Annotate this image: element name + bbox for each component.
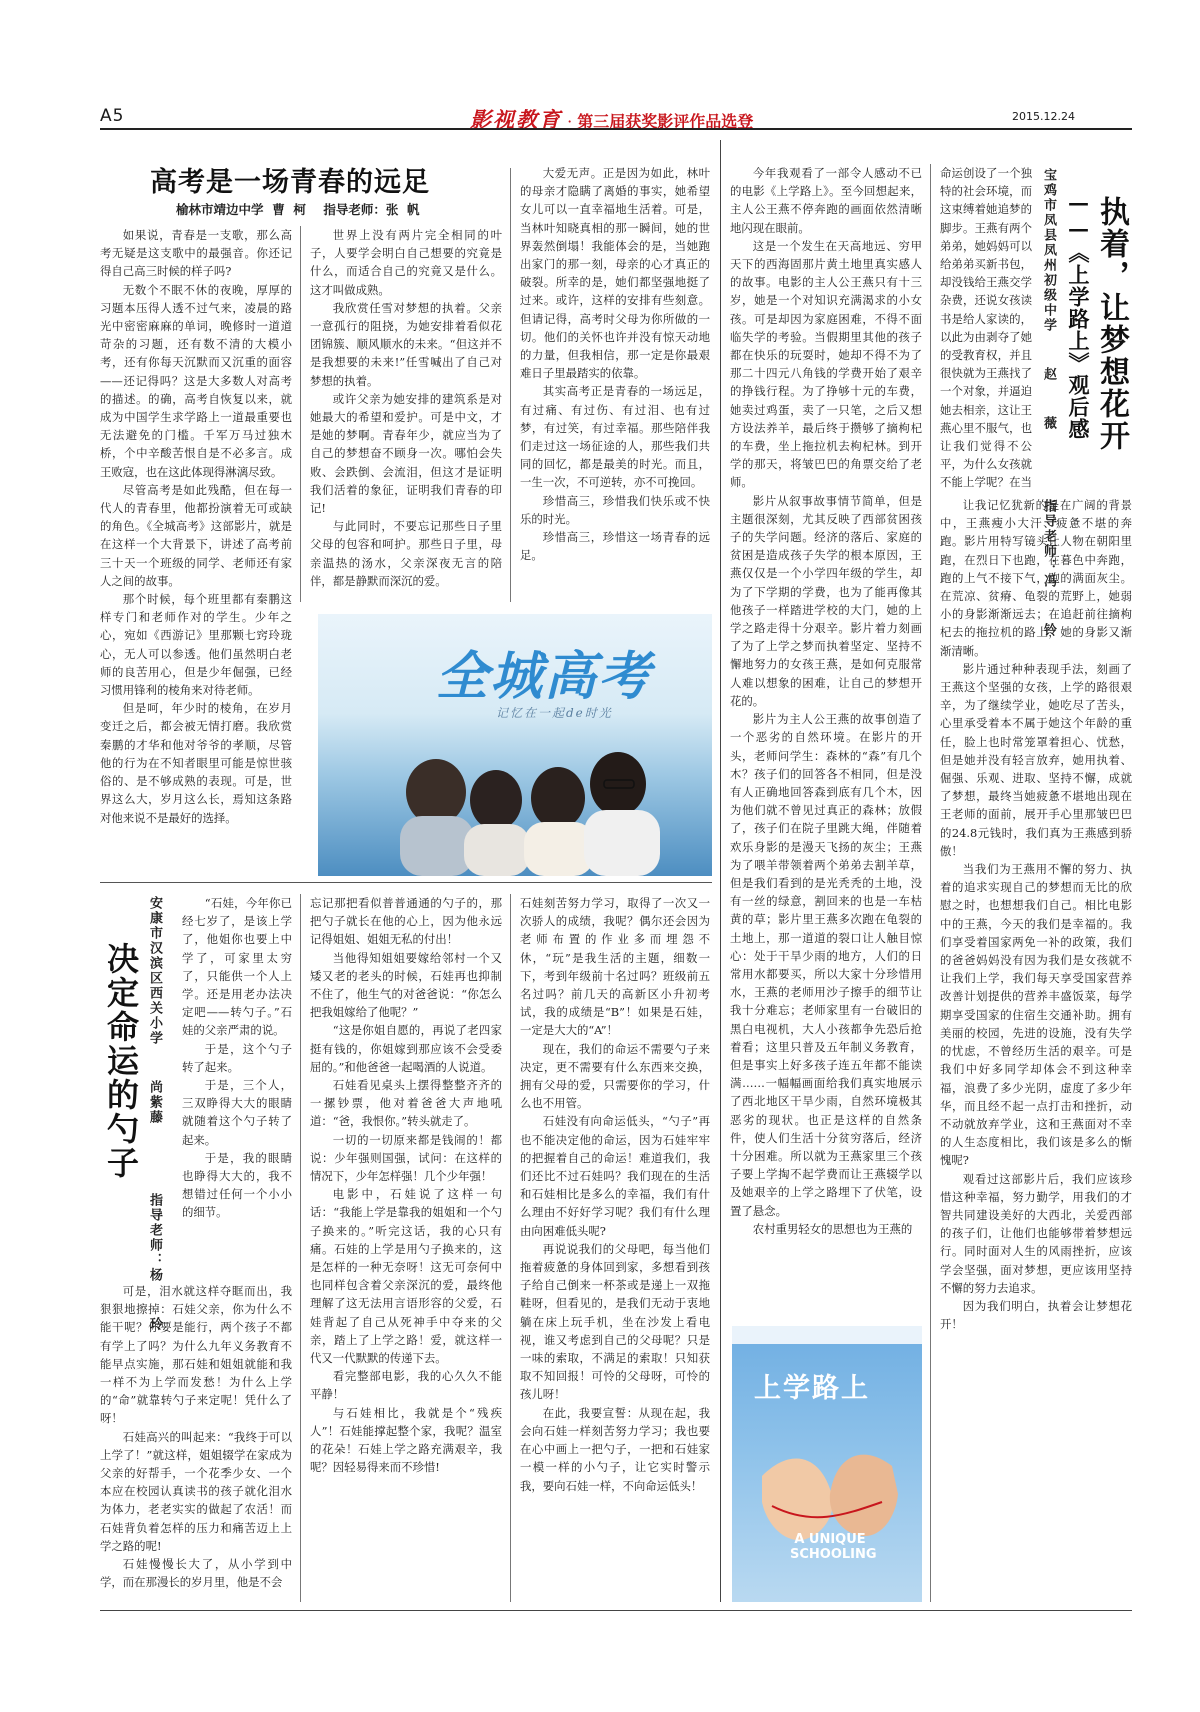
article3-column-3 [520,894,710,1602]
paragraph: 电影中，石娃说了这样一句话：“我能上学是靠我的姐姐和一个勺子换来的。”听完这话，我的心只有痛。石娃的上学是用勺子换来的，这是怎样的一种无奈呀！这无可奈何中也同样包含着父亲深沉的爱，最终他理解了这无法用言语形容的父爱，石娃背起了自己从死神手中夺来的父亲，踏上了上学之路！爱，就这样一代又一代默默的传递下去。 [310,1187,502,1366]
paragraph: 观看过这部影片后，我们应该珍惜这种幸福，努力勤学，用我们的才智共同建设美好的大西北，关爱西部的孩子们，让他们也能够带着梦想远行。同时面对人生的风雨挫折，应该学会坚强，面对梦想，更应该用坚持不懈的努力去追求。 [940,1171,1132,1295]
paragraph: 影片为主人公王燕的故事创造了一个恶劣的自然环境。在影片的开头，老师问学生：森林的“森”有几个木？孩子们的回答各不相同，但是没有人正确地回答森到底有几个木，因为他们就不曾见过真正的森林；放假了，孩子们在院子里跳大绳，伴随着欢乐身影的是漫天飞扬的灰尘；王燕为了喂羊带领着两个弟弟去割羊草，但是我们看到的是光秃秃的土地，没有一丝的绿意，割回来的也是一车枯黄的草；影片里王燕多次跑在龟裂的土地上，那一道道的裂口让人触目惊心：处于干旱少雨的地方，人们的日常用水都要买，所以大家十分珍惜用水，王燕的老师用沙子擦手的细节让我十分难忘；老师家里有一台破旧的黑白电视机，大人小孩都争先恐后抢着看；这里只普及五年制义务教育，但是事实上好多孩子连五年都不能读满……一幅幅画面给我们真实地展示了西北地区干旱少雨，自然环境极其恶劣的现状。也正是这样的自然条件，使人们生活十分贫穷落后，经济十分困难。所以就为王燕家里三个孩子要上学掏不起学费而让王燕辍学以及她艰辛的上学之路埋下了伏笔，设置了悬念。 [730,712,922,1218]
article2-column-2b [940,496,1132,1602]
students-photo [318,614,712,876]
paragraph: 于是，三个人，三双睁得大大的眼睛就随着这个勺子转了起来。 [182,1078,292,1147]
paragraph: 世界上没有两片完全相同的叶子，人要学会明白自己想要的究竟是什么，而适合自己的究竟又是什么。这才叫做成熟。 [310,228,502,297]
column-divider [510,894,511,1602]
masthead-dot: · [567,112,573,131]
hand [762,1459,833,1541]
header-rule [100,128,1132,130]
poster-title: 全城高考 [436,647,653,707]
shangxue-lushang-poster [732,1326,922,1602]
paragraph: 再说说我们的父母吧，每当他们拖着疲惫的身体回到家，多想看到孩子给自己倒来一杯茶或是递上一双拖鞋呀，但看见的，是我们无动于衷地躺在床上玩手机，坐在沙发上看电视，谁又考虑到自己的父母呢？只是一味的索取，不满足的索取！只知获取不知回报！可怜的父母呀，可怜的孩儿呀！ [520,1241,710,1402]
person [524,822,594,876]
paragraph: 石娃没有向命运低头，“勺子”再也不能决定他的命运，因为石娃牢牢的把握着自己的命运！难道我们，我们还比不过石娃吗？我们现在的生活和石娃相比是多么的幸福，我们有什么理由不好好学习呢？我们有什么理由向困难低头呢? [520,1114,710,1238]
paragraph: 影片从叙事故事情节简单，但是主题很深刻，尤其反映了西部贫困孩子的失学问题。经济的落后、家庭的贫困是造成孩子失学的根本原因，王燕仅仅是一个小学四年级的学生，却为了下学期的学费，也为了能再像其他孩子一样踏进学校的大门，她的上学之路走得十分艰辛。影片着力刻画了为了上学之梦而执着坚定、坚持不懈地努力的女孩王燕，是如何克服常人难以想象的困难，让自己的梦想开花的。 [730,493,922,708]
person [464,824,530,876]
paragraph: 石娃看见桌头上摆得整整齐齐的一摞钞票，他对着爸爸大声地吼道：“爸，我恨你。”转头就走了。 [310,1078,502,1129]
paragraph: 当我们为王燕用不懈的努力、执着的追求实现自己的梦想而无比的欣慰之时，也想想我们自己。相比电影中的王燕，今天的我们是幸福的。我们享受着国家两免一补的政策，我们的爸爸妈妈没有因为我们是女孩就不让我们上学，我们每天享受国家营养改善计划提供的营养丰盛饭菜，每学期享受国家的住宿生交通补助。拥有美丽的校园，先进的设施，没有失学的忧虑，不曾经历生活的艰辛。可是我们中好多同学却体会不到这种幸福，浪费了多少光阴，虚度了多少年华，而且经不起一点打击和挫折，动不动就放弃学业，这和王燕面对不幸的人生态度相比，我们该是多么的惭愧呢? [940,862,1132,1168]
paragraph: 那个时候，每个班里都有秦鹏这样专门和老师作对的学生。少年之心，宛如《西游记》里那颗七窍玲珑心，无人可以参透。他们虽然明白老师的良苦用心，但是少年倔强，已经习惯用锋利的棱角来对待老师。 [100,592,292,698]
paragraph: 命运创设了一个独特的社会环境，而这束缚着她追梦的脚步。王燕有两个弟弟，她妈妈可以给弟弟买新书包，却没钱给王燕交学杂费，还说女孩读书是给人家读的，以此为由剥夺了她的受教育权，并且很快就为王燕找了一个对象，并逼迫她去相亲，这让王燕心里不服气，也让我们觉得不公平，为什么女孩就不能上学呢？在当 [940,166,1032,490]
person [584,810,660,876]
paragraph: 农村重男轻女的思想也为王燕的 [752,1221,913,1236]
paragraph: 但是呵，年少时的棱角，在岁月变迁之后，都会被无情打磨。我欣赏秦鹏的才华和他对爷爷的孝顺，尽管他的行为在不知者眼里可能是惊世骇俗的、是不够成熟的表现。可是，世界这么大，岁月这么长，焉知这条路对他来说不是最好的选择。 [100,701,292,825]
person [531,767,585,829]
column-divider [300,226,301,602]
article1-column-2 [310,226,502,598]
paragraph: 看完整部电影，我的心久久不能平静！ [310,1369,502,1402]
section-divider [100,882,712,883]
paragraph: 因为我们明白，执着会让梦想花开！ [940,1298,1132,1332]
article2-byline: 宝鸡市凤县凤州初级中学 赵 薇 指导老师：冯 铃 [1041,168,1056,638]
paragraph: 当他得知姐姐要嫁给邻村一个又矮又老的老头的时候，石娃再也抑制不住了，他生气的对爸爸说：“你怎么把我姐嫁给了他呢？” [310,950,502,1020]
paragraph: 其实高考正是青春的一场远足，有过痛、有过伤、有过泪、也有过梦，有过笑，有过幸福。那些陪伴我们走过这一场征途的人，那些我们共同的回忆，都是最美的时光。而且，一生一次，不可逆转，亦不可挽回。 [520,384,710,490]
article2-column-2a [940,164,1032,492]
paragraph: 尽管高考是如此残酷，但在每一代人的青春里，他都扮演着无可或缺的角色。《全城高考》这部影片，就是在这样一个大背景下，讲述了高考前三十天一个班级的同学、老师还有家人之间的故事。 [100,482,292,588]
paragraph: 可是，泪水就这样夺眶而出，我狠狠地擦掉：石娃父亲，你为什么不能干呢？你要是能行，两个孩子不都有学上了吗？为什么九年义务教育不能早点实施，那石娃和姐姐就能和我一样不为上学而发愁！为什么上学的“命”就靠转勺子来定呢！凭什么了呀！ [100,1284,292,1426]
article3-title: 决定命运的勺子 [102,942,140,1180]
poster-title: 上学路上 [754,1373,870,1404]
article2-title: 执着，让梦想花开 [1094,196,1129,452]
article3-column-1a [182,894,292,1274]
paragraph: 无数个不眠不休的夜晚，厚厚的习题本压得人透不过气来，凌晨的路光中密密麻麻的单词，晚修时一道道苛杂的习题，还有数不清的大模小考，还有你每天沉默而又沉重的面容——还记得吗？这是大多数人对高考的描述。的确，高考自恢复以来，就成为中国学生求学路上一道最重要也无法避免的门槛。千军万马过独木桥，个中辛酸苦恨自是不必多言。成王败寇，也在这此体现得淋漓尽致。 [100,282,292,479]
article1-title: 高考是一场青春的远足 [150,167,430,198]
paragraph: 影片通过种种表现手法，刻画了王燕这个坚强的女孩，上学的路很艰辛，为了继续学业，她吃尽了苦头，心里承受着本不属于她这个年龄的重任，脸上也时常笼罩着担心、忧愁，但是她并没有轻言放弃，她用执着、倔强、乐观、进取、坚持不懈，成就了梦想，最终当她疲惫不堪地出现在王老师的面前，展开手心里那皱巴巴的24.8元钱时，我们真为王燕感到骄傲！ [940,661,1132,858]
article1-byline: 榆林市靖边中学 曹 柯 指导老师：张 帆 [176,202,420,217]
article1-column-1 [100,226,292,874]
paragraph: 与石娃相比，我就是个“残疾人”！石娃能撑起整个家，我呢？温室的花朵！石娃上学之路充满艰辛，我呢？因轻易得来而不珍惜! [310,1405,502,1475]
paragraph: 一切的一切原来都是钱闹的！都说：少年强则国强，试问：在这样的情况下，少年怎样强！几个少年强！ [310,1132,502,1184]
poster-tagline: 记忆在一起de时光 [496,706,613,720]
poster-english-title: A UNIQUE SCHOOLING [790,1532,877,1562]
paragraph: 大爱无声。正是因为如此，林叶的母亲才隐瞒了离婚的事实，她希望女儿可以一直幸福地生活着。可是，当林叶知晓真相的那一瞬间，她的世界轰然倒塌！我能体会的是，当她跑出家门的那一刻，母亲的心才真正的破裂。所幸的是，她们都坚强地挺了过来。或许，这样的安排有些刻意。但请记得，高考时父母为你所做的一切。他们的关怀也许并没有惊天动地的力量，但我相信，那一定是你最艰难日子里最踏实的依靠。 [520,166,710,381]
section-title: 第三届获奖影评作品选登 [577,112,754,131]
hand [830,1455,898,1537]
page-number: A5 [100,106,125,126]
paragraph: 珍惜高三，珍惜这一场青春的远足。 [520,530,710,563]
column-divider [510,168,511,602]
article3-column-1b [100,1282,292,1602]
column-divider [300,894,301,1602]
paragraph: “这是你姐自愿的，再说了老四家挺有钱的，你姐嫁到那应该不会受委屈的。”和他爸爸一起喝酒的人说道。 [310,1023,502,1074]
person [400,816,474,876]
quancheng-gaokao-poster [318,614,712,876]
article2-column-1 [730,164,922,1314]
paragraph: 这是一个发生在天高地远、穷甲天下的西海固那片黄土地里真实感人的故事。电影的主人公王燕只有十三岁，她是一个对知识充满渴求的小女孩。可是却因为家庭困难，不得不面临失学的考验。当假期里其他的孩子都在快乐的玩耍时，她却不得不为了那二十四元八角钱的学费开始了艰辛的挣钱行程。为了挣够十元的车费，她卖过鸡蛋，卖了一只笔，之后又想方设法养羊，最后终于攒够了摘枸杞的车费，坐上拖拉机去枸杞林。到开学的那天，将皱巴巴的角票交给了老师。 [730,238,922,490]
paragraph: 忘记那把看似普普通通的勺子的，那把勺子就长在他的心上，因为他永远记得姐姐、姐姐无私的付出！ [310,896,502,947]
article3-column-2 [310,894,502,1602]
person [590,752,646,816]
article1-column-3 [520,164,710,600]
issue-date: 2015.12.24 [1012,110,1075,123]
person [406,759,466,825]
paragraph: 石娃慢慢长大了，从小学到中学，而在那漫长的岁月里，他是不会 [100,1557,292,1590]
footer-rule [100,1610,1132,1611]
paragraph: 或许父亲为她安排的建筑系是对她最大的希望和爱护。可是中文，才是她的梦啊。青春年少，就应当为了自己的梦想奋不顾身一次。哪怕会失败、会跌倒、会流泪，但这才是证明我们活着的象征，证明我们青春的印记! [310,391,502,516]
person [470,770,522,830]
column-divider [930,164,931,1602]
paragraph: 让我记忆犹新的是在广阔的背景中，王燕瘦小大汗、疲惫不堪的奔跑。影片用特写镜头让人物在朝阳里跑，在烈日下也跑，在暮色中奔跑，跑的上气不接下气，跑的满面灰尘。在荒凉、贫瘠、龟裂的荒野上，她弱小的身影渐渐远去；在追赶前往摘枸杞去的拖拉机的路上，她的身影又渐渐清晰。 [940,498,1132,658]
paragraph: 现在，我们的命运不需要勺子来决定，更不需要有什么东西来交换，拥有父母的爱，只需要你的学习，什么也不用管。 [520,1041,710,1111]
masthead-logo: 影视教育 [470,107,562,132]
half-divider [720,140,721,1602]
cast-strip [732,1326,922,1344]
paragraph: 于是，这个勺子转了起来。 [182,1041,292,1074]
paragraph: 在此，我要宣誓：从现在起，我会向石娃一样刻苦努力学习；我也要在心中画上一把勺子，一把和石娃家一模一样的小勺子，让它实时警示我，要向石娃一样，不向命运低头！ [520,1405,710,1493]
paragraph: 与此同时，不要忘记那些日子里父母的包容和呵护。那些日子里，母亲温热的汤水，父亲深夜无言的陪伴，都是静默而深沉的爱。 [310,519,502,588]
paragraph: 珍惜高三，珍惜我们快乐或不快乐的时光。 [520,493,710,526]
paragraph: “石娃，今年你已经七岁了，是该上学了，他姐你也要上中学了，可家里太穷了，只能供一个人上学。还是用老办法决定吧——转勺子。”石娃的父亲严肃的说。 [182,896,292,1038]
paragraph: 石娃刻苦努力学习，取得了一次又一次骄人的成绩，我呢？偶尔还会因为老师布置的作业多而埋怨不休，“玩”是我生活的主题，细数一下，考到年级前十名过吗？班级前五名过吗？前几天的高新区小升初考试，我的成绩是“B”！如果是石娃，一定是大大的“A”！ [520,896,710,1038]
paragraph: 今年我观看了一部令人感动不已的电影《上学路上》。至今回想起来，主人公王燕不停奔跑的画面依然清晰地闪现在眼前。 [730,166,922,235]
article3-byline: 安康市汉滨区西关小学 尚紫藤 指导老师：杨 玲 [147,896,162,1332]
article2-subtitle: ——《上学路上》观后感 [1066,190,1091,440]
paragraph: 石娃高兴的叫起来：“我终于可以上学了！”就这样，姐姐辍学在家成为父亲的好帮手，一个花季少女、一个本应在校园认真读书的孩子就化泪水为体力，老老实实的做起了农活！而石娃背负着怎样的压力和痛苦迈上上学之路的呢! [100,1429,292,1553]
paragraph: 如果说，青春是一支歌，那么高考无疑是这支歌中的最强音。你还记得自己高三时候的样子吗? [100,228,292,279]
paragraph: 我欣赏任雪对梦想的执着。父亲一意孤行的阻挠，为她安排着看似花团锦簇、顺风顺水的未来。“但这并不是我想要的未来!”任雪喊出了自己对梦想的执着。 [310,300,502,388]
paragraph: 于是，我的眼睛也睁得大大的，我不想错过任何一个小小的细节。 [182,1150,292,1220]
